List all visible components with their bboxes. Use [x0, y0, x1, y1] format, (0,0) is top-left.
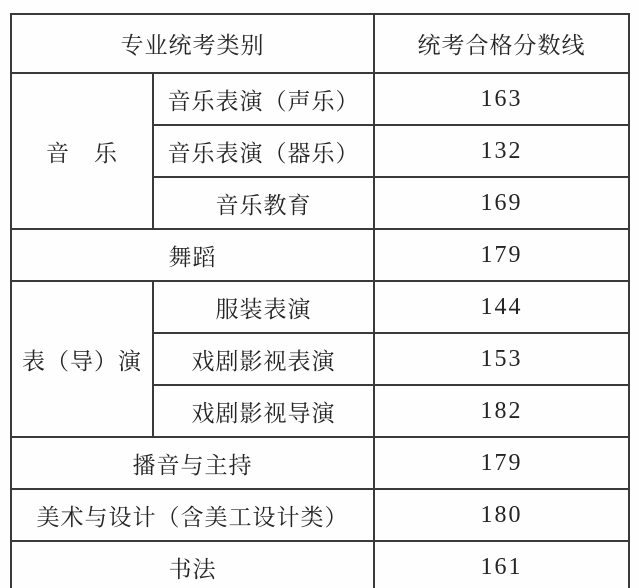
score-cell-music-instrumental: 132 [374, 125, 629, 177]
score-cell-drama-film-tv-performance: 153 [374, 333, 629, 385]
category-cell-art-design: 美术与设计（含美工设计类） [11, 489, 374, 541]
score-header-cell: 统考合格分数线 [374, 14, 629, 73]
table-row-music-vocal [11, 73, 629, 125]
table-row-dance [11, 229, 629, 281]
score-cell-music-vocal: 163 [374, 73, 629, 125]
table-row-fashion-performance [11, 281, 629, 333]
category-cell-music-instrumental: 音乐表演（器乐） [153, 125, 374, 177]
category-cell-broadcasting-hosting: 播音与主持 [11, 437, 374, 489]
category-cell-calligraphy: 书法 [11, 541, 374, 588]
category-cell-dance: 舞蹈 [11, 229, 374, 281]
score-cell-drama-film-tv-directing: 182 [374, 385, 629, 437]
category-cell-fashion-performance: 服装表演 [153, 281, 374, 333]
score-cell-dance: 179 [374, 229, 629, 281]
category-cell-music-vocal: 音乐表演（声乐） [153, 73, 374, 125]
group-cell-music: 音 乐 [11, 73, 153, 229]
score-cell-music-education: 169 [374, 177, 629, 229]
category-header-cell: 专业统考类别 [11, 14, 374, 73]
table-row-broadcasting-hosting [11, 437, 629, 489]
category-cell-drama-film-tv-directing: 戏剧影视导演 [153, 385, 374, 437]
score-cell-art-design: 180 [374, 489, 629, 541]
header-row [11, 14, 629, 73]
score-cell-calligraphy: 161 [374, 541, 629, 588]
category-cell-drama-film-tv-performance: 戏剧影视表演 [153, 333, 374, 385]
category-cell-music-education: 音乐教育 [153, 177, 374, 229]
score-cutoff-table [10, 13, 630, 588]
table-row-calligraphy [11, 541, 629, 588]
group-cell-performance-directing: 表（导）演 [11, 281, 153, 437]
score-cell-broadcasting-hosting: 179 [374, 437, 629, 489]
score-cell-fashion-performance: 144 [374, 281, 629, 333]
table-row-art-design [11, 489, 629, 541]
